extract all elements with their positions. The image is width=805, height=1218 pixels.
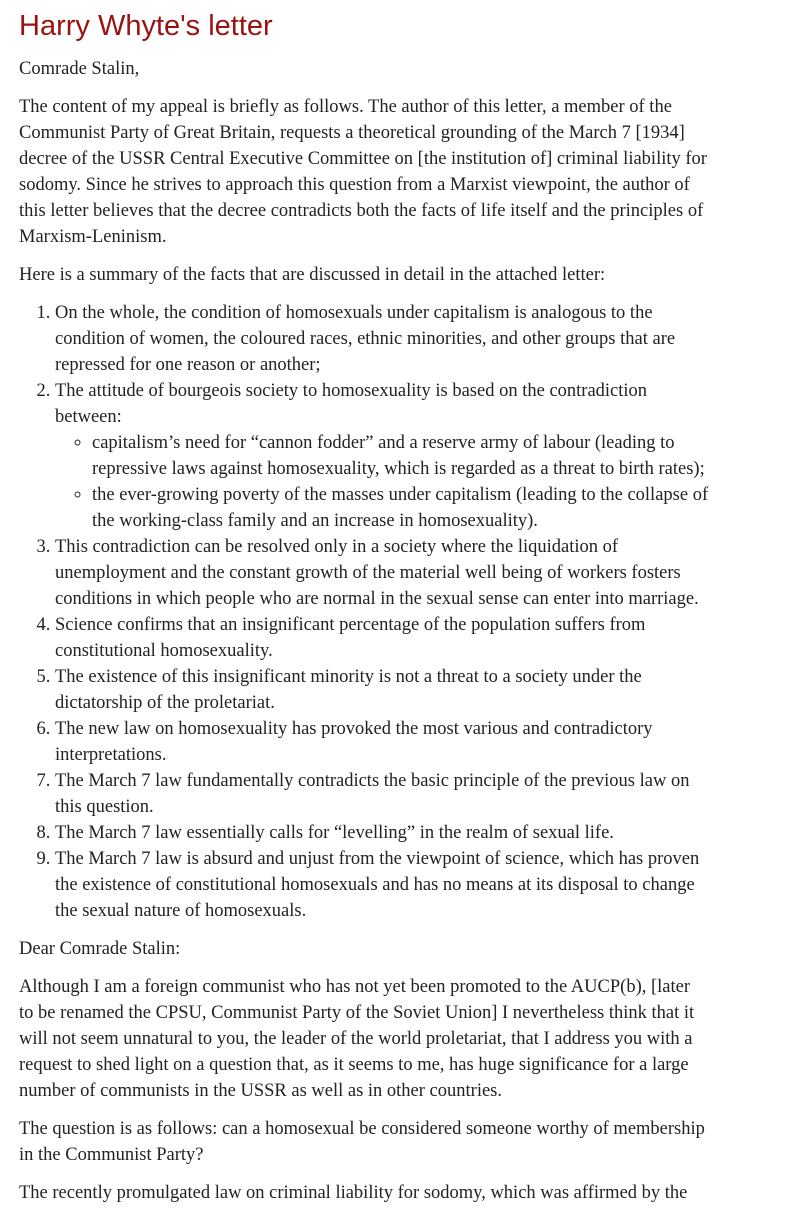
foreign-communist-paragraph: Although I am a foreign communist who has not yet been promoted to the AUCP(b), [later to be renamed the CPSU, Communist Party of the Soviet Union] I nevertheless think that it will not seem unnatural to you, the leader of the world proletariat, that I address you with a request to shed light on a question that, as it seems to me, has huge significance for a large number of communists in the USSR as well as in other countries. <box>19 977 695 1101</box>
sub-point: ◦ the ever-growing poverty of the masses under capitalism (leading to the collapse of the working-class family and an increase in homosexuality). <box>92 482 709 534</box>
question-paragraph: The question is as follows: can a homosexual be considered someone worthy of membership in the Communist Party? <box>19 1119 705 1165</box>
summary-point: 8. The March 7 law essentially calls for “levelling” in the realm of sexual life. <box>55 820 709 846</box>
recent-law-paragraph: The recently promulgated law on criminal liability for sodomy, which was affirmed by the <box>19 1183 688 1203</box>
salutation: Comrade Stalin, <box>19 59 140 79</box>
summary-list <box>19 300 709 924</box>
summary-point: 7. The March 7 law fundamentally contradicts the basic principle of the previous law on this question. <box>55 768 709 820</box>
page-title: Harry Whyte's letter <box>19 10 273 42</box>
summary-point: 4. Science confirms that an insignificant percentage of the population suffers from constitutional homosexuality. <box>55 612 709 664</box>
summary-point: 9. The March 7 law is absurd and unjust from the viewpoint of science, which has proven the existence of constitutional homosexuals and has no means at its disposal to change the sexual nature of homosexuals. <box>55 846 709 924</box>
summary-point-text: The attitude of bourgeois society to homosexuality is based on the contradiction between: <box>55 381 648 427</box>
summary-point-text: On the whole, the condition of homosexuals under capitalism is analogous to the condition of women, the coloured races, ethnic minorities, and other groups that are repressed for one reason or another; <box>55 303 676 375</box>
summary-point <box>55 378 709 534</box>
intro-paragraph: The content of my appeal is briefly as follows. The author of this letter, a member of the Communist Party of Great Britain, requests a theoretical grounding of the March 7 [1934] decree of the USSR Central Executive Committee on [the institution of] criminal liability for sodomy. Since he strives to approach this question from a Marxist viewpoint, the author of this letter believes that the decree contradicts both the facts of life itself and the principles of Marxism-Leninism. <box>19 97 707 247</box>
second-salutation: Dear Comrade Stalin: <box>19 939 181 959</box>
summary-point: 3. This contradiction can be resolved only in a society where the liquidation of unemployment and the constant growth of the material well being of workers fosters conditions in which people who are normal in the sexual sense can enter into marriage. <box>55 534 709 612</box>
sub-point: ◦ capitalism’s need for “cannon fodder” and a reserve army of labour (leading to repressive laws against homosexuality, which is regarded as a threat to birth rates); <box>92 430 709 482</box>
summary-point: 6. The new law on homosexuality has provoked the most various and contradictory interpretations. <box>55 716 709 768</box>
summary-lead: Here is a summary of the facts that are discussed in detail in the attached letter: <box>19 265 606 285</box>
summary-point: 5. The existence of this insignificant minority is not a threat to a society under the dictatorship of the proletariat. <box>55 664 709 716</box>
summary-point <box>55 300 709 378</box>
contradiction-sublist <box>55 430 709 534</box>
letter-page <box>19 8 709 1218</box>
